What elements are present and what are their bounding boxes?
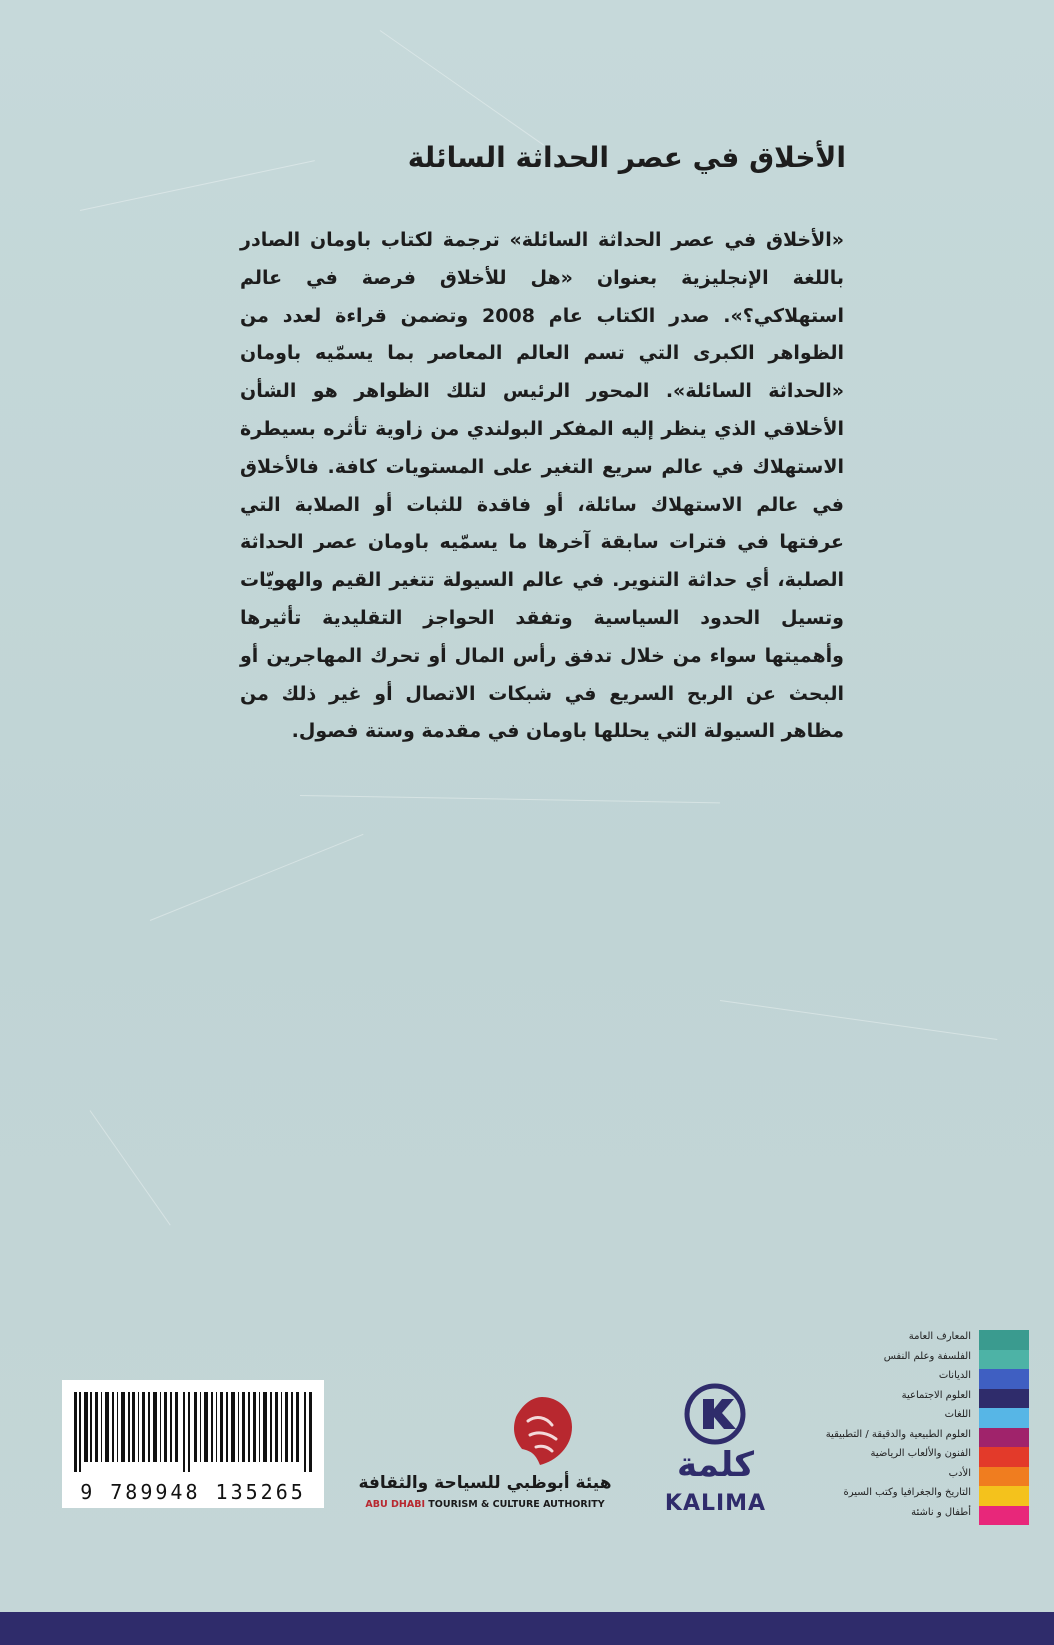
- legend-swatch: [979, 1369, 1029, 1389]
- legend-item: [795, 1330, 1029, 1350]
- adta-name-arabic: هيئة أبوظبي للسياحة والثقافة: [358, 1473, 612, 1493]
- legend-swatch: [979, 1506, 1029, 1526]
- legend-item: [795, 1486, 1029, 1506]
- legend-swatch: [979, 1330, 1029, 1350]
- category-legend: [795, 1330, 1029, 1525]
- barcode-bars: [74, 1392, 312, 1472]
- legend-item: [795, 1506, 1029, 1526]
- legend-swatch: [979, 1447, 1029, 1467]
- book-title: الأخلاق في عصر الحداثة السائلة: [407, 141, 846, 174]
- paper-crease: [150, 834, 364, 921]
- book-blurb: «الأخلاق في عصر الحداثة السائلة» ترجمة لكتاب باومان الصادر باللغة الإنجليزية بعنوان «هل للأخلاق فرصة في عالم استهلاكي؟». صدر الكتاب عام 2008 وتضمن قراءة لعدد من الظواهر الكبرى التي تسم العالم المعاصر بما يسمّيه باومان «الحداثة السائلة». المحور الرئيس لتلك الظواهر هو الشأن الأخلاقي الذي ينظر إليه المفكر البولندي من زاوية تأثره بسيطرة الاستهلاك في عالم سريع التغير على المستويات كافة. فالأخلاق في عالم الاستهلاك سائلة، أو فاقدة للثبات أو الصلابة التي عرفتها في فترات سابقة آخرها ما يسمّيه باومان عصر الحداثة الصلبة، أي حداثة التنوير. في عالم السيولة تتغير القيم والهويّات وتسيل الحدود السياسية وتفقد الحواجز التقليدية تأثيرها وأهميتها سواء من خلال تدفق رأس المال أو تحرك المهاجرين أو البحث عن الربح السريع في شبكات الاتصال أو غير ذلك من مظاهر السيولة التي يحللها باومان في مقدمة وستة فصول.: [240, 229, 844, 743]
- legend-label: المعارف العامة: [908, 1331, 971, 1342]
- kalima-logo-block: [648, 1383, 783, 1523]
- legend-swatch: [979, 1389, 1029, 1409]
- legend-label: الفلسفة وعلم النفس: [883, 1350, 971, 1362]
- legend-swatch: [979, 1486, 1029, 1506]
- legend-swatch: [979, 1428, 1029, 1448]
- paper-crease: [380, 30, 544, 146]
- adta-name-english-red: ABU DHABI: [365, 1499, 425, 1510]
- legend-swatch: [979, 1350, 1029, 1370]
- legend-label: الأدب: [948, 1467, 971, 1479]
- legend-label: الفنون والألعاب الرياضية: [870, 1448, 971, 1459]
- legend-item: [795, 1408, 1029, 1428]
- paper-crease: [90, 1110, 171, 1225]
- legend-label: الديانات: [938, 1370, 971, 1381]
- legend-label: التاريخ والجغرافيا وكتب السيرة: [843, 1487, 971, 1498]
- legend-item: [795, 1350, 1029, 1370]
- legend-item: [795, 1467, 1029, 1487]
- paper-crease: [300, 795, 720, 803]
- kalima-name-english: KALIMA: [664, 1491, 767, 1516]
- adta-calligraphy-icon: [506, 1395, 578, 1469]
- legend-item: [795, 1428, 1029, 1448]
- isbn-barcode: [62, 1380, 324, 1508]
- isbn-digits: 9 789948 135265: [80, 1480, 306, 1504]
- legend-label: اللغات: [944, 1409, 971, 1420]
- adta-name-english: [354, 1499, 616, 1510]
- kalima-k-icon: [648, 1383, 783, 1445]
- adta-logo-block: [354, 1395, 616, 1520]
- legend-item: [795, 1447, 1029, 1467]
- legend-item: [795, 1369, 1029, 1389]
- kalima-name-arabic: كلمة: [676, 1445, 755, 1485]
- legend-swatch: [979, 1408, 1029, 1428]
- legend-label: العلوم الاجتماعية: [901, 1389, 971, 1401]
- bottom-color-band: [0, 1612, 1054, 1645]
- legend-item: [795, 1389, 1029, 1409]
- legend-label: أطفال و ناشئة: [911, 1506, 971, 1518]
- legend-label: العلوم الطبيعية والدقيقة / التطبيقية: [825, 1428, 971, 1440]
- legend-swatch: [979, 1467, 1029, 1487]
- paper-crease: [720, 1000, 997, 1040]
- adta-name-english-rest: TOURISM & CULTURE AUTHORITY: [425, 1499, 605, 1510]
